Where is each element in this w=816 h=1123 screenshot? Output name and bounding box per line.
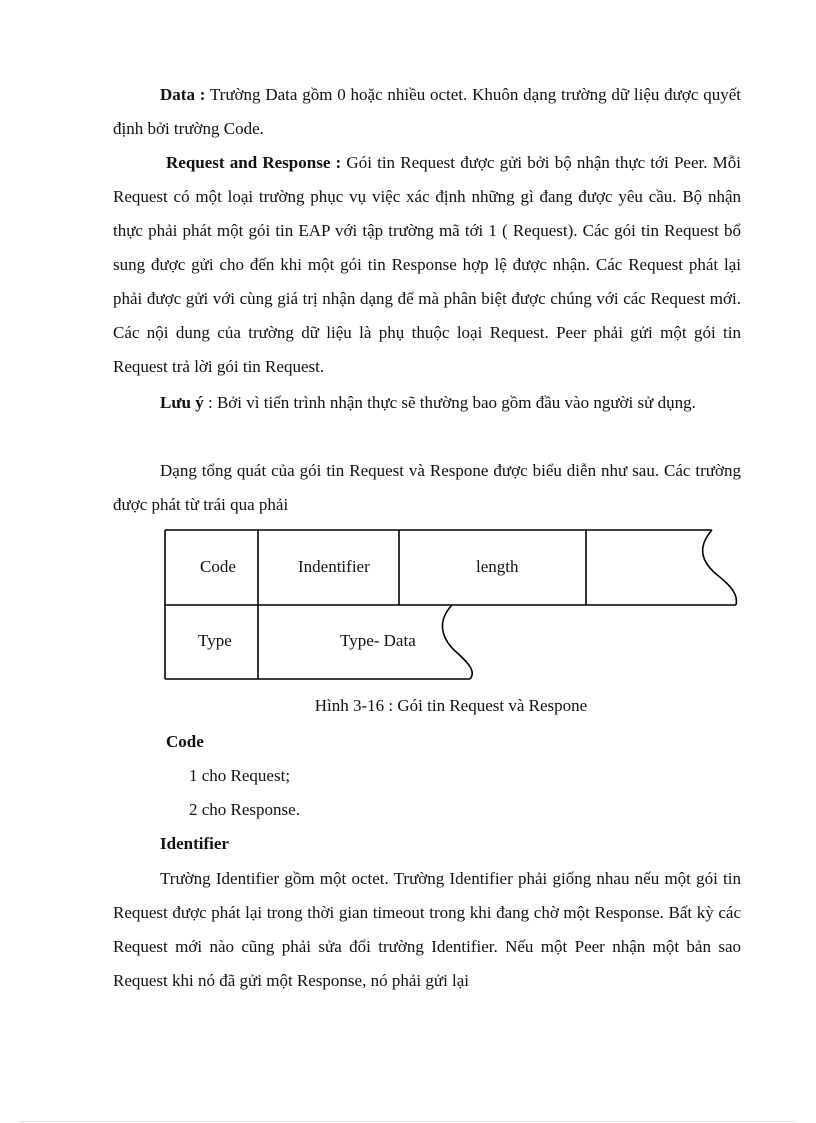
page-bottom-rule	[20, 1121, 796, 1122]
cell-identifier: Indentifier	[298, 557, 370, 576]
cell-type: Type	[198, 631, 232, 650]
figure-caption: Hình 3-16 : Gói tin Request và Respone	[314, 696, 588, 715]
code-heading	[166, 732, 204, 752]
code-heading-text: Code	[166, 732, 204, 751]
row2-wavy-edge	[442, 605, 472, 679]
cell-type-data: Type- Data	[340, 631, 416, 650]
identifier-heading-text: Identifier	[160, 834, 229, 853]
data-text: Trường Data gồm 0 hoặc nhiều octet. Khuôn dạng trường dữ liệu được quyết định bởi trường Code.	[113, 85, 741, 138]
request-response-label: Request and Response :	[166, 153, 342, 172]
row1-wavy-edge	[703, 530, 737, 605]
note-text: : Bởi vì tiến trình nhận thực sẽ thường bao gồm đầu vào người sử dụng.	[203, 393, 696, 412]
code-item-response: 2 cho Response.	[189, 800, 300, 819]
general-form-text: Dạng tổng quát của gói tin Request và Respone được biểu diễn như sau. Các trường được phát từ trái qua phải	[113, 461, 741, 514]
data-label: Data :	[160, 85, 206, 104]
identifier-text: Trường Identifier gồm một octet. Trường Identifier phải giống nhau nếu một gói tin Request được phát lại trong thời gian timeout trong khi đang chờ một Response. Bất kỳ các Request mới nào cũng phải sửa đổi trường Identifier. Nếu một Peer nhận một bản sao Request khi nó đã gửi một Response, nó phải gửi lại	[113, 869, 741, 990]
identifier-paragraph	[113, 862, 741, 998]
note-label: Lưu ý	[160, 393, 204, 412]
identifier-heading	[160, 834, 229, 854]
cell-code: Code	[200, 557, 236, 576]
cell-length: length	[476, 557, 519, 576]
request-response-text: Gói tin Request được gửi bởi bộ nhận thực tới Peer. Mỗi Request có một loại trường phục vụ việc xác định những gì đang được yêu cầu. Bộ nhận thực phải phát một gói tin EAP với tập trường mã tới 1 ( Request). Các gói tin Request bổ sung được gửi cho đến khi một gói tin Response hợp lệ được nhận. Các Request phát lại phải được gửi với cùng giá trị nhận dạng để mà phân biệt được chúng với các Request mới. Các nội dung của trường dữ liệu là phụ thuộc loại Request. Peer phải gửi một gói tin Request trả lời gói tin Request.	[113, 153, 741, 376]
code-item-request: 1 cho Request;	[189, 766, 291, 785]
